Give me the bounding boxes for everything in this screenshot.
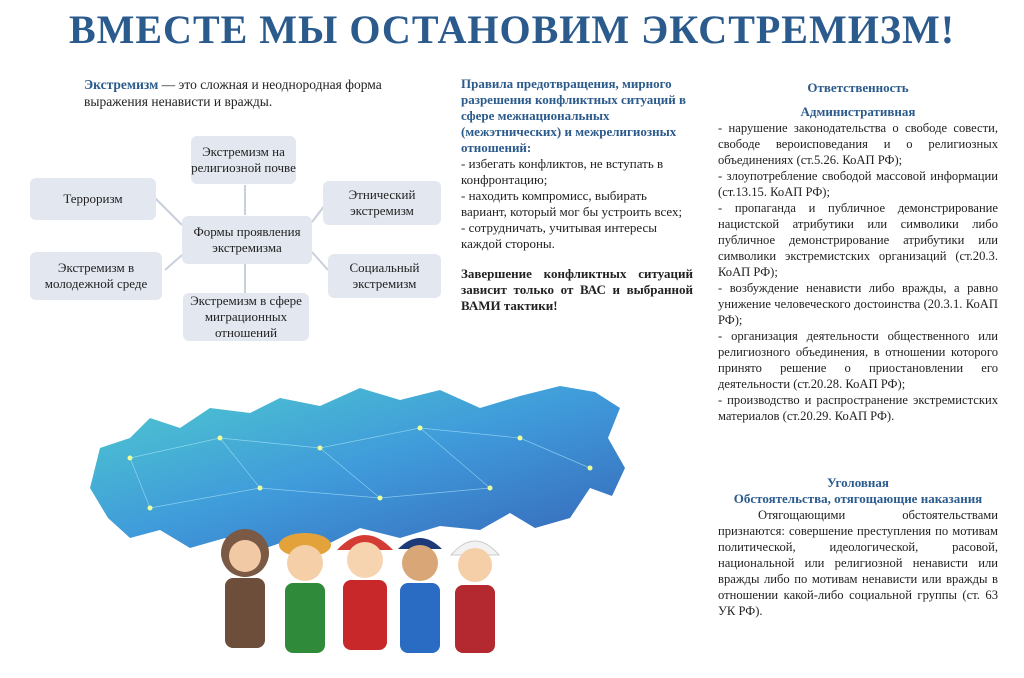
- admin-item: - производство и распространение экстремистских материалов (ст.20.29. КоАП РФ).: [718, 392, 998, 424]
- node-migration-extremism: Экстремизм в сфере миграционных отношений: [183, 293, 309, 341]
- criminal-text: Отягощающими обстоятельствами признаются: совершение преступления по мотивам политической, идеологической, расовой, национальной или религиозной ненависти или вражды либо по мотивам ненависти или вражды в отношении какой-либо социальной группы (ст. 63 УК РФ).: [718, 508, 998, 618]
- admin-item: - пропаганда и публичное демонстрирование нацистской атрибутики или символики либо публичное демонстрирование атрибутики или символики экстремистских организаций (ст.20.3. КоАП РФ);: [718, 200, 998, 280]
- map-shape: [90, 386, 625, 550]
- rules-item: - находить компромисс, выбирать вариант, который мог бы устроить всех;: [461, 188, 683, 219]
- criminal-heading: Уголовная: [827, 475, 889, 490]
- rules-heading: Правила предотвращения, мирного разрешения конфликтных ситуаций в сфере межнациональных (межэтнических) и межрелигиозных отношений:: [461, 76, 687, 155]
- rules-section: [461, 76, 693, 314]
- intro-term: Экстремизм: [84, 77, 159, 92]
- rules-item: - избегать конфликтов, не вступать в конфронтацию;: [461, 156, 664, 187]
- rules-item: - сотрудничать, учитывая интересы каждой стороны.: [461, 220, 657, 251]
- node-social-extremism: Социальный экстремизм: [328, 254, 441, 298]
- admin-item: - злоупотребление свободой массовой информации (ст.13.15. КоАП РФ);: [718, 168, 998, 200]
- responsibility-heading: Ответственность: [807, 80, 909, 95]
- children-figures: [221, 529, 499, 653]
- russia-map-illustration: [60, 378, 640, 678]
- criminal-subheading: Обстоятельства, отягощающие наказания: [733, 491, 983, 506]
- admin-item: - нарушение законодательства о свободе совести, свободе вероисповедания и о религиозных объединениях (ст.5.26. КоАП РФ);: [718, 120, 998, 168]
- node-center-forms: Формы проявления экстремизма: [182, 216, 312, 264]
- admin-list: [718, 120, 998, 424]
- criminal-section: [718, 475, 998, 619]
- page-title: ВМЕСТЕ МЫ ОСТАНОВИМ ЭКСТРЕМИЗМ!: [68, 7, 956, 52]
- node-youth-extremism: Экстремизм в молодежной среде: [30, 252, 162, 300]
- rules-final-note: Завершение конфликтных ситуаций зависит только от ВАС и выбранной ВАМИ тактики!: [461, 266, 693, 313]
- admin-item: - возбуждение ненависти либо вражды, а равно унижение человеческого достоинства (20.3.1. КоАП РФ);: [718, 280, 998, 328]
- intro-definition: — это сложная и неоднородная форма выражения ненависти и вражды.: [84, 77, 382, 109]
- admin-heading: Административная: [800, 104, 916, 119]
- admin-item: - организация деятельности общественного или религиозного объединения, в отношении которого принято решение о приостановлении его деятельности (ст.20.28. КоАП РФ);: [718, 328, 998, 392]
- node-ethnic-extremism: Этнический экстремизм: [323, 181, 441, 225]
- node-religious-extremism: Экстремизм на религиозной почве: [191, 136, 296, 184]
- node-terrorism: Терроризм: [30, 178, 156, 220]
- responsibility-section: [718, 80, 998, 424]
